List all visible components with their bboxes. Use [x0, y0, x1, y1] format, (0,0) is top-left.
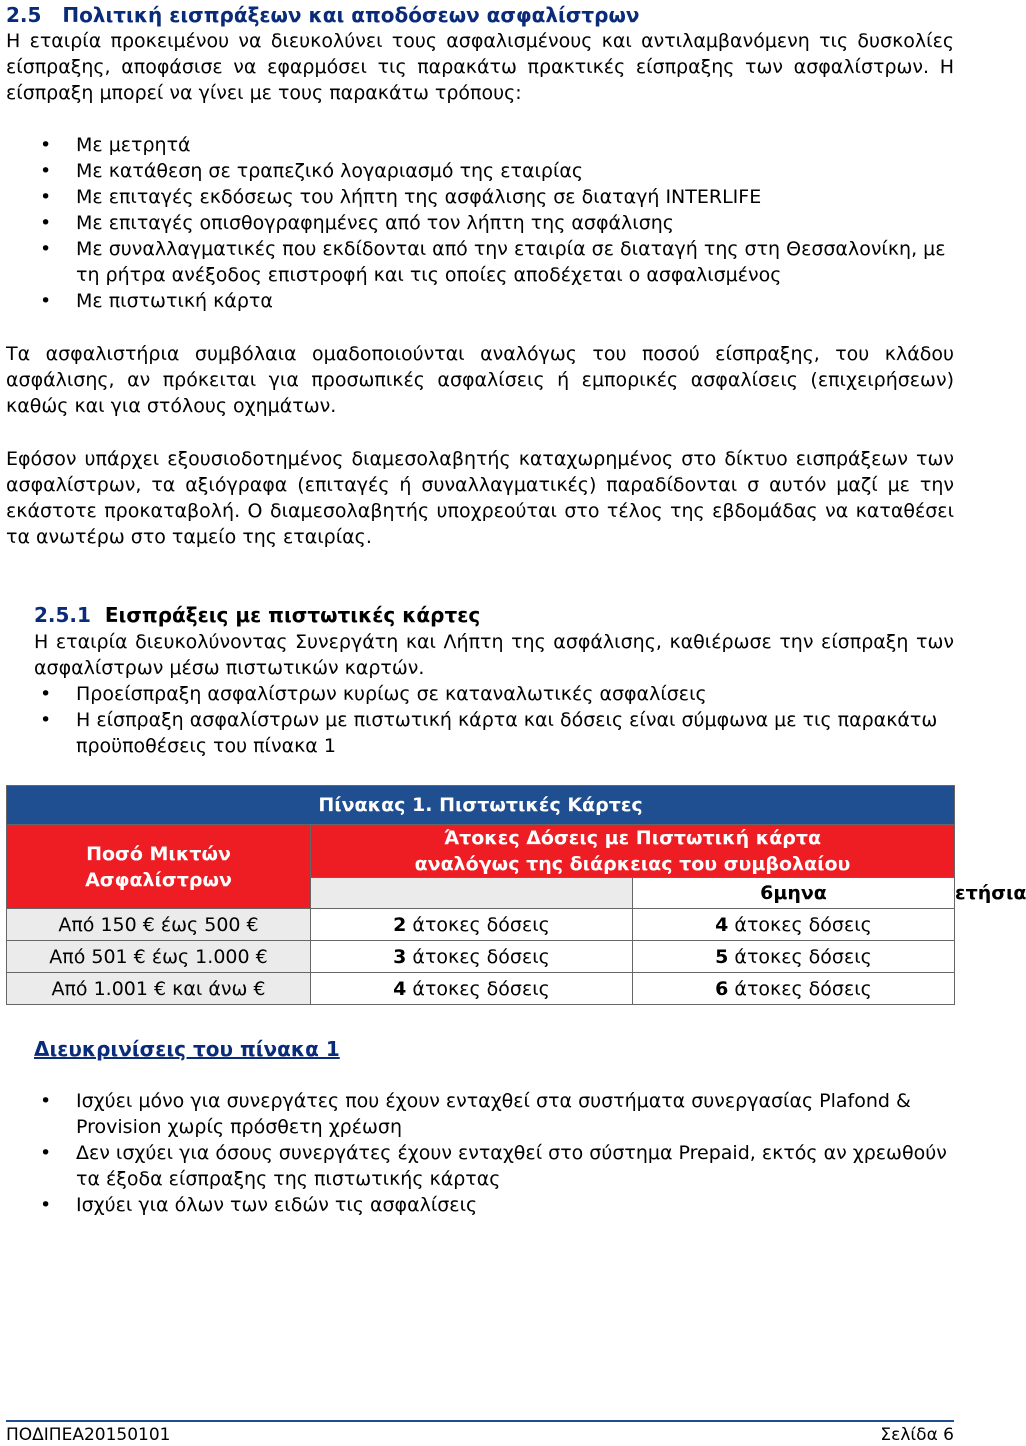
- page-footer: [6, 1420, 954, 1446]
- section-intro: Η εταιρία προκειμένου να διευκολύνει τους ασφαλισμένους και αντιλαμβανόμενη τις δυσκολίες είσπραξης, αποφάσισε να εφαρμόσει τις παρακάτω πρακτικές είσπραξης των ασφαλίστρων. Η είσπραξη μπορεί να γίνει με τους παρακάτω τρόπους:: [6, 30, 954, 104]
- subsection-heading: [34, 602, 480, 628]
- installments-header-line2: αναλόγως της διάρκειας του συμβολαίου: [414, 853, 851, 875]
- section-number: 2.5: [6, 3, 42, 27]
- installment-count: 4: [715, 913, 729, 936]
- installment-label: άτοκες δόσεις: [728, 913, 872, 936]
- annual-installments: [633, 909, 955, 941]
- subsection-title: Εισπράξεις με πιστωτικές κάρτες: [104, 603, 481, 627]
- table-caption: Πίνακας 1. Πιστωτικές Κάρτες: [7, 786, 955, 825]
- amount-range: Από 150 € έως 500 €: [7, 909, 311, 941]
- section-title: Πολιτική εισπράξεων και αποδόσεων ασφαλίστρων: [62, 3, 640, 27]
- installment-label: άτοκες δόσεις: [728, 945, 872, 968]
- annual-installments: [633, 973, 955, 1005]
- intermediary-paragraph: Εφόσον υπάρχει εξουσιοδοτημένος διαμεσολαβητής καταχωρημένος στο δίκτυο εισπράξεων των ασφαλίστρων, τα αξιόγραφα (επιταγές ή συναλλαγματικές) παραδίδονται σ αυτόν μαζί με την εκάστοτε προκαταβολή. Ο διαμεσολαβητής υποχρεούται στο τέλος της εβδομάδας να καταθέσει τα ανωτέρω στο ταμείο της εταιρίας.: [6, 448, 954, 548]
- notes-heading: Διευκρινίσεις του πίνακα 1: [34, 1037, 340, 1061]
- six-month-installments: [311, 941, 633, 973]
- list-item: • Με πιστωτική κάρτα: [6, 288, 954, 314]
- list-item: • Με συναλλαγματικές που εκδίδονται από την εταιρία σε διαταγή της στη Θεσσαλονίκη, με τη ρήτρα ανέξοδος επιστροφή και τις οποίες αποδέχεται ο ασφαλισμένος: [6, 236, 954, 288]
- installment-label: άτοκες δόσεις: [728, 977, 872, 1000]
- table-row: [7, 973, 955, 1005]
- section-heading: [6, 2, 640, 28]
- list-item: • Με μετρητά: [6, 132, 954, 158]
- credit-card-list: [6, 681, 954, 759]
- list-item: • Η είσπραξη ασφαλίστρων με πιστωτική κάρτα και δόσεις είναι σύμφωνα με τις παρακάτω προϋποθέσεις του πίνακα 1: [6, 707, 954, 759]
- table-row: [7, 909, 955, 941]
- list-item: • Με κατάθεση σε τραπεζικό λογαριασμό της εταιρίας: [6, 158, 954, 184]
- list-item: • Με επιταγές εκδόσεως του λήπτη της ασφάλισης σε διαταγή INTERLIFE: [6, 184, 954, 210]
- six-month-installments: [311, 973, 633, 1005]
- installment-count: 5: [715, 945, 729, 968]
- installments-header-line1: Άτοκες Δόσεις με Πιστωτική κάρτα: [443, 827, 822, 849]
- installment-count: 4: [393, 977, 407, 1000]
- installments-header: [311, 825, 955, 878]
- grouping-paragraph: Τα ασφαλιστήρια συμβόλαια ομαδοποιούνται αναλόγως του ποσού είσπραξης, του κλάδου ασφάλισης, αν πρόκειται για προσωπικές ασφαλίσεις ή εμπορικές ασφαλίσεις (επιχειρήσεων) καθώς και για στόλους οχημάτων.: [6, 343, 954, 417]
- installment-label: άτοκες δόσεις: [406, 913, 550, 936]
- six-month-installments: [311, 909, 633, 941]
- amount-header: [7, 825, 311, 909]
- installment-count: 2: [393, 913, 407, 936]
- document-code: ΠΟΔΙΠΕΑ20150101: [6, 1425, 171, 1445]
- subsection-intro: Η εταιρία διευκολύνοντας Συνεργάτη και Λήπτη της ασφάλισης, καθιέρωσε την είσπραξη των ασφαλίστρων μέσω πιστωτικών καρτών.: [34, 631, 954, 679]
- list-item: • Με επιταγές οπισθογραφημένες από τον λήπτη της ασφάλισης: [6, 210, 954, 236]
- credit-card-table: Πίνακας 1. Πιστωτικές Κάρτες Ποσό Μικτών Ασφαλίστρων Άτοκες Δόσεις με Πιστωτική κάρτα αναλόγως της διάρκειας του συμβολαίου 6μηνα ετήσια Από 150 € έως 500 € 2 άτοκες δόσεις 4 άτοκες δόσεις Από 501 € έως 1.000 € 3 άτοκες δόσεις 5 άτοκες δόσεις Από 1.001 € και άνω € 4 άτοκες δόσεις 6 άτοκες δόσεις: [6, 785, 955, 1005]
- amount-subheader-blank: [311, 878, 633, 909]
- page-number: Σελίδα 6: [880, 1425, 954, 1445]
- annual-installments: [633, 941, 955, 973]
- list-item: • Ισχύει για όλων των ειδών τις ασφαλίσεις: [6, 1192, 954, 1218]
- installment-count: 3: [393, 945, 407, 968]
- payment-methods-list: [6, 132, 954, 314]
- notes-list: [6, 1088, 954, 1218]
- list-item: • Δεν ισχύει για όσους συνεργάτες έχουν ενταχθεί στο σύστημα Prepaid, εκτός αν χρεωθούν τα έξοδα είσπραξης της πιστωτικής κάρτας: [6, 1140, 954, 1192]
- subsection-number: 2.5.1: [34, 603, 91, 627]
- list-item: • Προείσπραξη ασφαλίστρων κυρίως σε καταναλωτικές ασφαλίσεις: [6, 681, 954, 707]
- table-row: [7, 941, 955, 973]
- installment-count: 6: [715, 977, 729, 1000]
- six-month-header: 6μηνα: [633, 878, 955, 909]
- amount-range: Από 1.001 € και άνω €: [7, 973, 311, 1005]
- amount-range: Από 501 € έως 1.000 €: [7, 941, 311, 973]
- amount-header-text: Ποσό Μικτών Ασφαλίστρων: [85, 842, 232, 891]
- list-item: • Ισχύει μόνο για συνεργάτες που έχουν ενταχθεί στα συστήματα συνεργασίας Plafond & Provision χωρίς πρόσθετη χρέωση: [6, 1088, 954, 1140]
- installment-label: άτοκες δόσεις: [406, 977, 550, 1000]
- installment-label: άτοκες δόσεις: [406, 945, 550, 968]
